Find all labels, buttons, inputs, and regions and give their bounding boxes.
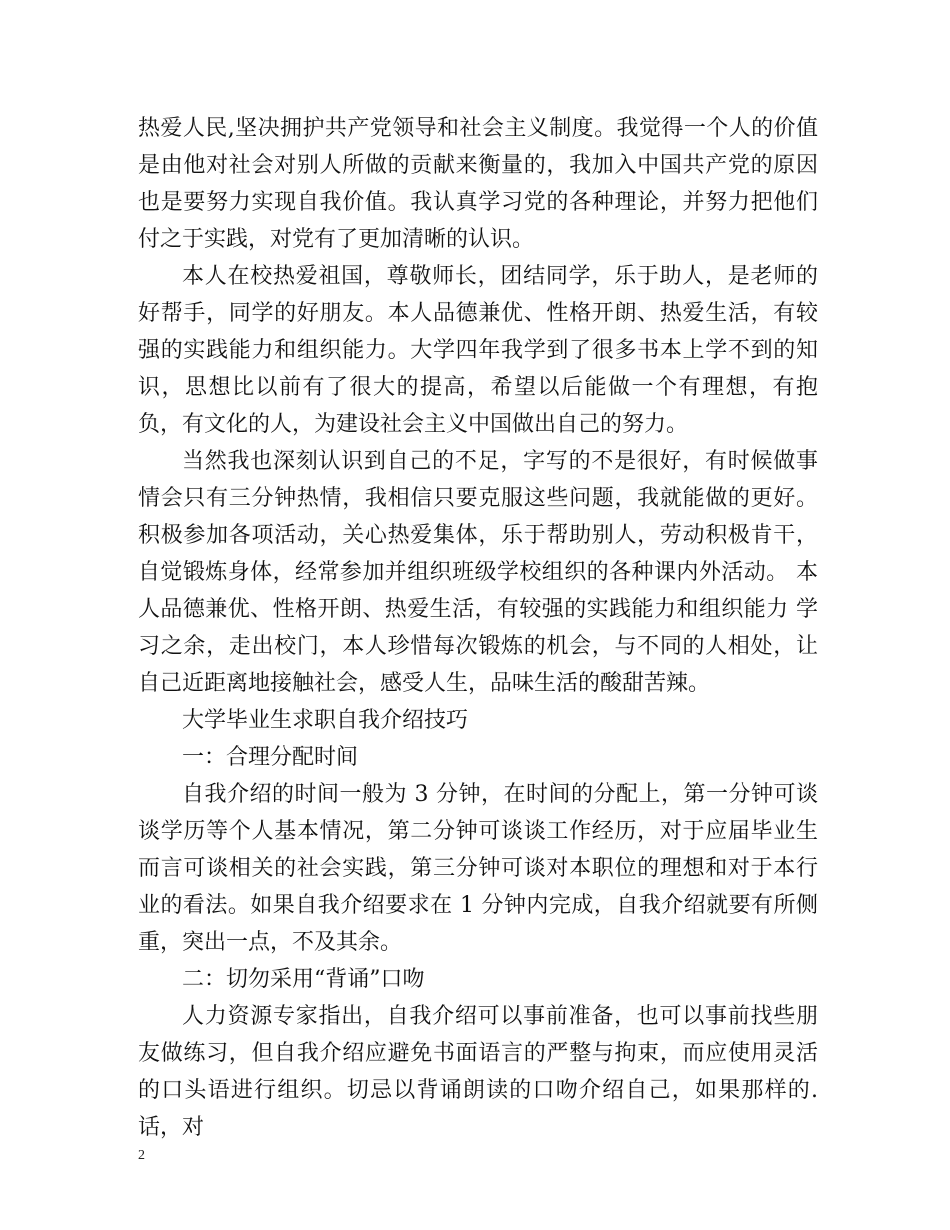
paragraph-3: 当然我也深刻认识到自己的不足，字写的不是很好，有时候做事情会只有三分钟热情，我相信只要克服这些问题，我就能做的更好。 积极参加各项活动，关心热爱集体，乐于帮助别人，劳动积极肯干，自觉锻炼身体，经常参加并组织班级学校组织的各种课内外活动。 本人品德兼优、性格开朗、热爱生活，有较强的实践能力和组织能力 学习之余，走出校门，本人珍惜每次锻炼的机会，与不同的人相处，让自己近距离地接触社会，感受人生，品味生活的酸甜苦辣。 bbox=[138, 449, 818, 696]
subheading-time-allocation: 一：合理分配时间 bbox=[182, 745, 359, 770]
document-body bbox=[138, 110, 818, 1146]
section-heading: 大学毕业生求职自我介绍技巧 bbox=[182, 708, 469, 733]
paragraph-no-recitation: 人力资源专家指出，自我介绍可以事前准备，也可以事前找些朋友做练习，但自我介绍应避免书面语言的严整与拘束，而应使用灵活的口头语进行组织。切忌以背诵朗读的口吻介绍自己，如果那样的.话，对 bbox=[138, 1004, 818, 1140]
page-number: 2 bbox=[138, 1148, 145, 1163]
paragraph-2: 本人在校热爱祖国，尊敬师长，团结同学，乐于助人，是老师的好帮手，同学的好朋友。本人品德兼优、性格开朗、热爱生活，有较强的实践能力和组织能力。大学四年我学到了很多书本上学不到的知识，思想比以前有了很大的提高，希望以后能做一个有理想，有抱负，有文化的人，为建设社会主义中国做出自己的努力。 bbox=[138, 264, 818, 437]
paragraph-time-allocation: 自我介绍的时间一般为 3 分钟，在时间的分配上，第一分钟可谈谈学历等个人基本情况，第二分钟可谈谈工作经历，对于应届毕业生而言可谈相关的社会实践，第三分钟可谈对本职位的理想和对于本行业的看法。如果自我介绍要求在 1 分钟内完成，自我介绍就要有所侧重，突出一点，不及其余。 bbox=[138, 782, 818, 955]
paragraph-1: 热爱人民,坚决拥护共产党领导和社会主义制度。我觉得一个人的价值是由他对社会对别人所做的贡献来衡量的，我加入中国共产党的原因也是要努力实现自我价值。我认真学习党的各种理论，并努力把他们付之于实践，对党有了更加清晰的认识。 bbox=[138, 116, 818, 252]
subheading-no-recitation: 二：切勿采用“背诵”口吻 bbox=[182, 967, 425, 992]
